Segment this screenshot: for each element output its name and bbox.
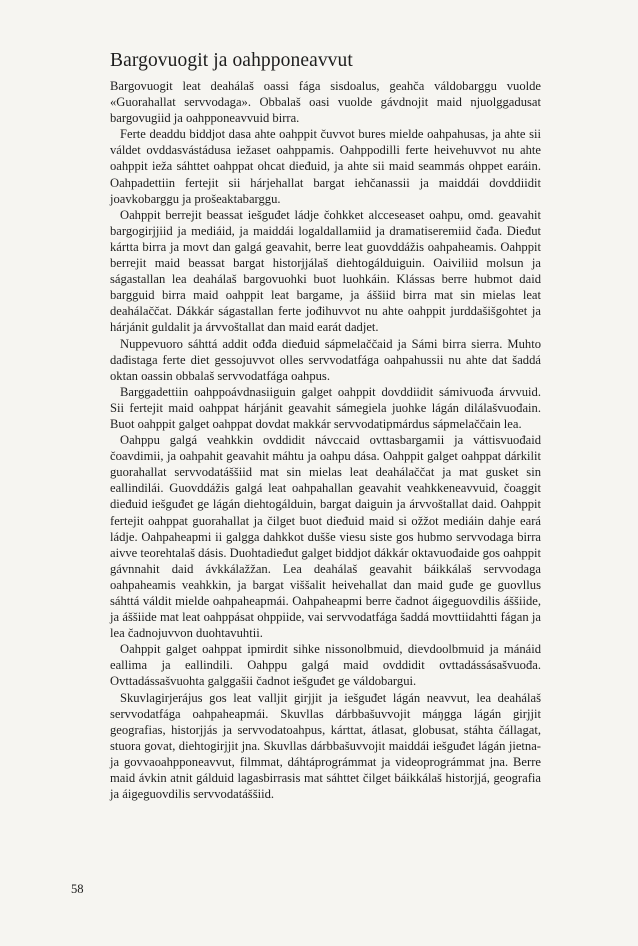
paragraph-3: Oahppit berrejit beassat iešguđet ládje čohkket alcceseaset oahpu, omd. geavahit bargogirjjiid ja mediáid, ja maiddái logaldallamiid ja dramatiseremiid čađa. Dieđut kártta birra ja movt dan galgá geavahit, berre leat guovddážis oahpaheamis. Oahppit berrejit maid beassat bargat historjjálaš diehtogálduiguin. Oaiviliid molsun ja ságastallan lea deahálaš bargovuohki buot luohkáin. Klássas berre hubmot daid bargguid birra maid oahppit leat bargame, ja áššiid birra mat sin mielas leat deahálaččat. Dákkár ságastallan ferte jođihuvvot nu ahte oahppit jurddašišgohtet ja hárjánit guldalit ja árvvoštallat dan maid earát dadjet. [110, 207, 541, 335]
paragraph-4: Nuppevuoro sáhttá addit ođđa dieđuid sápmelaččaid ja Sámi birra sierra. Muhto dađistaga ferte diet gessojuvvot olles servvodatfága oahpahussii nu ahte dat šaddá oktan oassin obbalaš servvodatfága oahpus. [110, 336, 541, 383]
paragraph-5: Barggadettiin oahppoávdnasiiguin galget oahppit dovddiidit sámivuođa árvvuid. Sii fertejit maid oahppat hárjánit geavahit sámegiela juohke lágán dilálašvuođain. Buot oahppit galget oahppat dovdat makkár servvodatipmárdus sápmelaččain lea. [110, 384, 541, 431]
page-title: Bargovuogit ja oahpponeavvut [110, 50, 353, 71]
paragraph-8: Skuvlagirjerájus gos leat valljit girjjit ja iešguđet lágán neavvut, lea deahálaš servvodatfága oahpaheapmái. Skuvllas dárbbašuvvojit máŋgga lágán girjjit geografias, historjjás ja servvodatoahpus, kárttat, átlasat, globusat, stáhta čállagat, stuora govat, diehtogirjjit jna. Skuvllas dárbbašuvvojit maiddái iešguđet lágán jietna- ja govvaoahpponeavvut, filmmat, dáhtáprográmmat ja videoprográmmat jna. Berre maid ávkin atnit gálduid lagasbirrasis mat sáhttet čilget báikkálaš historjjá, geografia ja áigeguovdilis servvodatáššiid. [110, 690, 541, 802]
body-text [110, 78, 541, 802]
paragraph-6: Oahppu galgá veahkkin ovddidit návccaid ovttasbargamii ja váttisvuođaid čoavdimii, ja oahpahit geavahit máhtu ja oahpu dása. Oahppit galget oahppat dárkilit guorahallat servvodatáššiid mat sin mielas leat deahálaččat ja mat gusket sin eallindilái. Guovddážis galgá leat oahpahallan geavahit veahkkeneavvuid, čoaggit dieđuid iešguđet ge lágán diehtogálduin, bargat daiguin ja árvvoštallat daid. Oahppit fertejit oahppat guorahallat ja čilget buot dieđuid maid si ožžot mediáin dahje eará ládje. Oahpaheapmi ii galgga dahkkot dušše viesu siste gos hubmo servvodaga birra aivve teorehtalaš dásis. Duohtadieđut galget biddjot dákkár oktavuođaide gos oahppit gávnnahit daid ávkkálažžan. Lea deahálaš geavahit báikkálaš servvodaga oahpaheamis veahkkin, ja bargat viššalit heivehallat dan maid guđe ge guovllus sáhttá váldit mielde oahpaheapmái. Oahpaheapmi berre čadnot áigeguovdilis áššiide, ja áššiide mat leat oahppásat ohppiide, vai servvodatfága šaddá movttiidahtti fágan ja lea čadnojuvvon duohtavuhtii. [110, 433, 541, 641]
page-number: 58 [71, 882, 84, 896]
paragraph-1: Bargovuogit leat deahálaš oassi fága sisdoalus, geahča váldobarggu vuolde «Guorahallat servvodaga». Obbalaš oasi vuolde gávdnojit maid njuolggadusat bargovugiid ja oahpponeavvuid birra. [110, 79, 541, 126]
paragraph-7: Oahppit galget oahppat ipmirdit sihke nissonolbmuid, dievdoolbmuid ja mánáid eallima ja eallindili. Oahppu galgá maid ovddidit ovttadássásašvuođa. Ovttadássašvuohta galggašii čadnot iešguđet ge váldobargui. [110, 642, 541, 689]
paragraph-2: Ferte deaddu biddjot dasa ahte oahppit čuvvot bures mielde oahpahusas, ja ahte sii váldet ovddasvástádusa iežaset oahppamis. Oahppodilli ferte heivehuvvot nu ahte oahppit ieža sáhttet oahppat ohcat dieđuid, ja ahte sii maid seammás ohppet earáin. Oahpadettiin fertejit sii hárjehallat bargat iehčanassii ja maiddái dovddiidit joavkobarggu ja prošeaktabarggu. [110, 127, 541, 206]
